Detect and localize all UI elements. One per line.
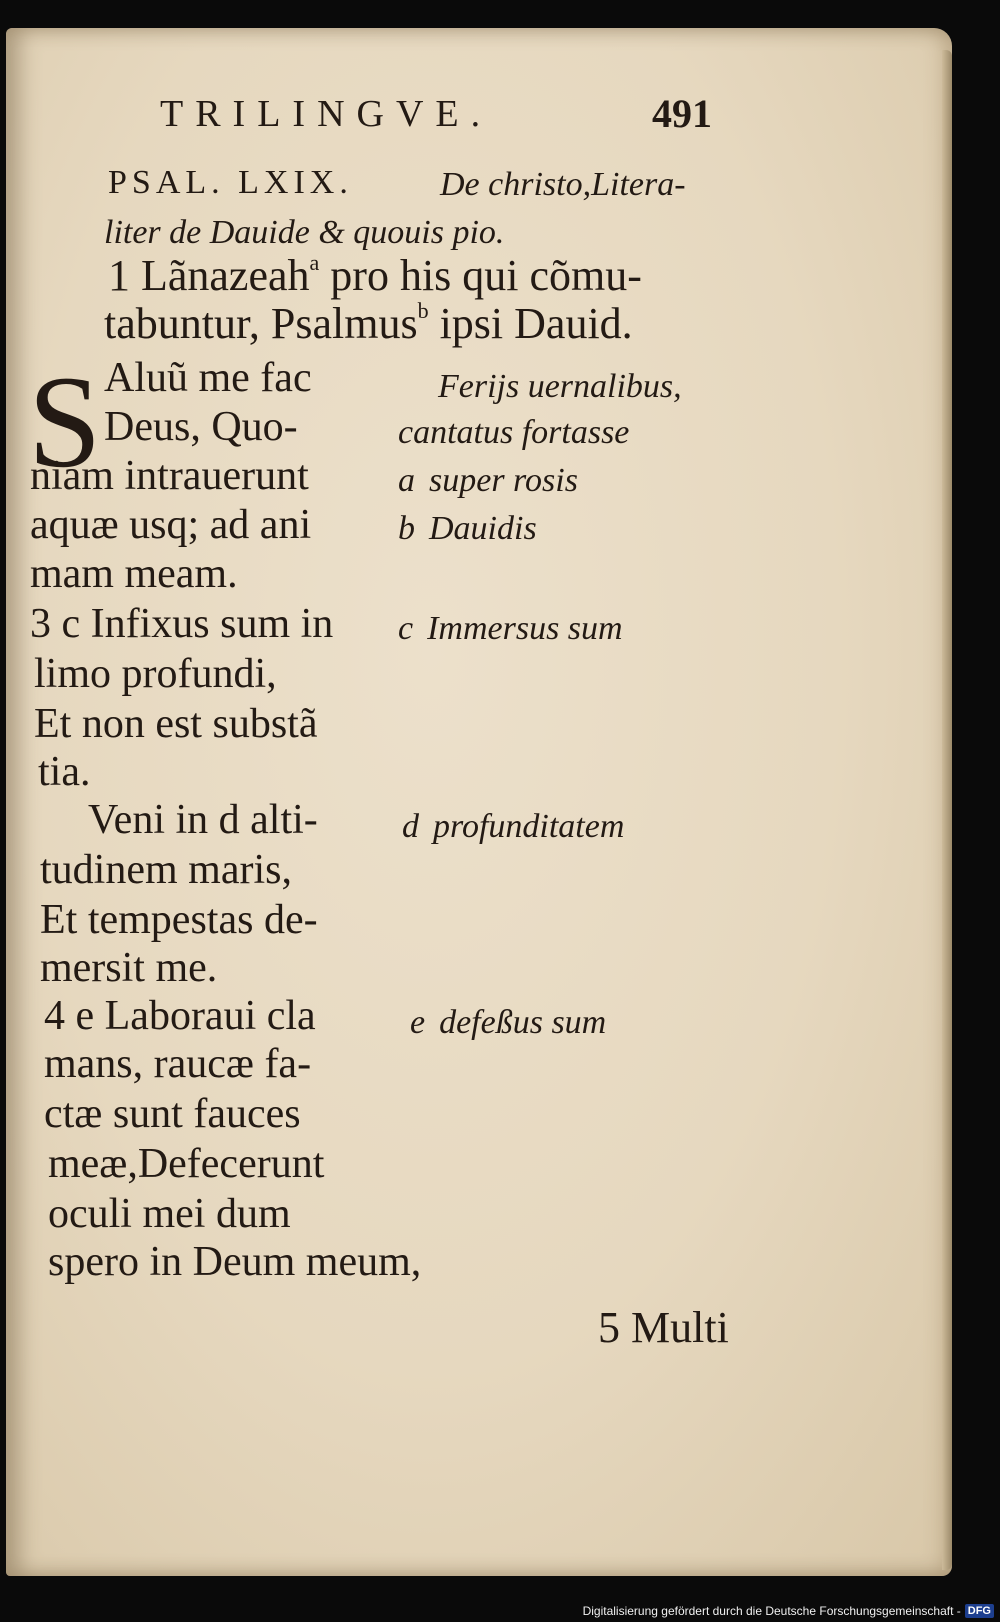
marginal-gloss (398, 510, 537, 548)
digitization-credit (583, 1604, 994, 1618)
dfg-logo: DFG (965, 1604, 994, 1618)
credit-text: Digitalisierung gefördert durch die Deutsche Forschungsgemeinschaft - (582, 1604, 961, 1618)
text-line: niam intrauerunt (30, 453, 309, 499)
text-line: Aluũ me fac (104, 355, 312, 401)
catchword: 5 Multi (598, 1303, 729, 1352)
gloss-key: e (410, 1004, 426, 1041)
marginal-gloss (410, 1004, 606, 1042)
text-line: Deus, Quo- (104, 404, 298, 450)
psalm-intro-line-1 (108, 250, 642, 301)
text-line: spero in Deum meum, (48, 1239, 422, 1285)
gloss-text: super rosis (429, 462, 578, 499)
intro-text: tabuntur, Psalmus (104, 299, 418, 348)
marginal-gloss (398, 462, 578, 500)
drop-cap-initial: S (28, 348, 102, 495)
gloss-text: Immersus sum (427, 610, 623, 647)
running-head: TRILINGVE. (160, 93, 493, 135)
text-line: Veni in d alti- (88, 797, 318, 843)
text-line: aquæ usq; ad ani (30, 502, 312, 548)
psalm-intro-line-2 (104, 298, 633, 349)
text-line: tudinem maris, (40, 847, 292, 893)
gloss-text: defeßus sum (439, 1004, 607, 1041)
marginal-gloss (398, 610, 623, 648)
gloss-key: a (398, 462, 415, 499)
text-line: limo profundi, (34, 651, 277, 697)
gloss-key: c (398, 610, 414, 647)
psalm-description-continued: liter de Dauide & quouis pio. (104, 214, 505, 251)
gloss-text: Dauidis (429, 510, 537, 547)
psalm-description: De christo,Litera- (440, 166, 686, 203)
text-line: meæ,Defecerunt (48, 1141, 325, 1187)
intro-text: 1 Lãnazeah (108, 251, 310, 300)
page-number: 491 (652, 91, 712, 136)
text-line: mans, raucæ fa- (44, 1041, 312, 1087)
page-edge (942, 50, 952, 1570)
footnote-marker: b (417, 298, 429, 324)
intro-text-rest: pro his qui cõmu- (330, 251, 642, 300)
text-line: Et non est substã (34, 701, 318, 747)
text-line: mam meam. (30, 551, 238, 597)
gloss-text: cantatus fortasse (398, 414, 630, 451)
marginal-gloss (438, 368, 682, 406)
gloss-text: Ferijs uernalibus, (438, 368, 682, 405)
footnote-marker: a (309, 250, 320, 276)
marginal-gloss (398, 414, 629, 452)
text-line: 4 e Laboraui cla (44, 993, 316, 1039)
text-line: mersit me. (40, 945, 218, 991)
text-line: tia. (38, 749, 91, 795)
text-line: oculi mei dum (48, 1191, 291, 1237)
gloss-key: d (402, 808, 419, 845)
gloss-text: profunditatem (433, 808, 625, 845)
gloss-key: b (398, 510, 415, 547)
psalm-heading: PSAL. LXIX. (108, 164, 353, 201)
marginal-gloss (402, 808, 624, 846)
intro-text-rest: ipsi Dauid. (439, 299, 633, 348)
text-line: Et tempestas de- (40, 897, 318, 943)
text-line: ctæ sunt fauces (44, 1091, 301, 1137)
text-line: 3 c Infixus sum in (30, 601, 334, 647)
